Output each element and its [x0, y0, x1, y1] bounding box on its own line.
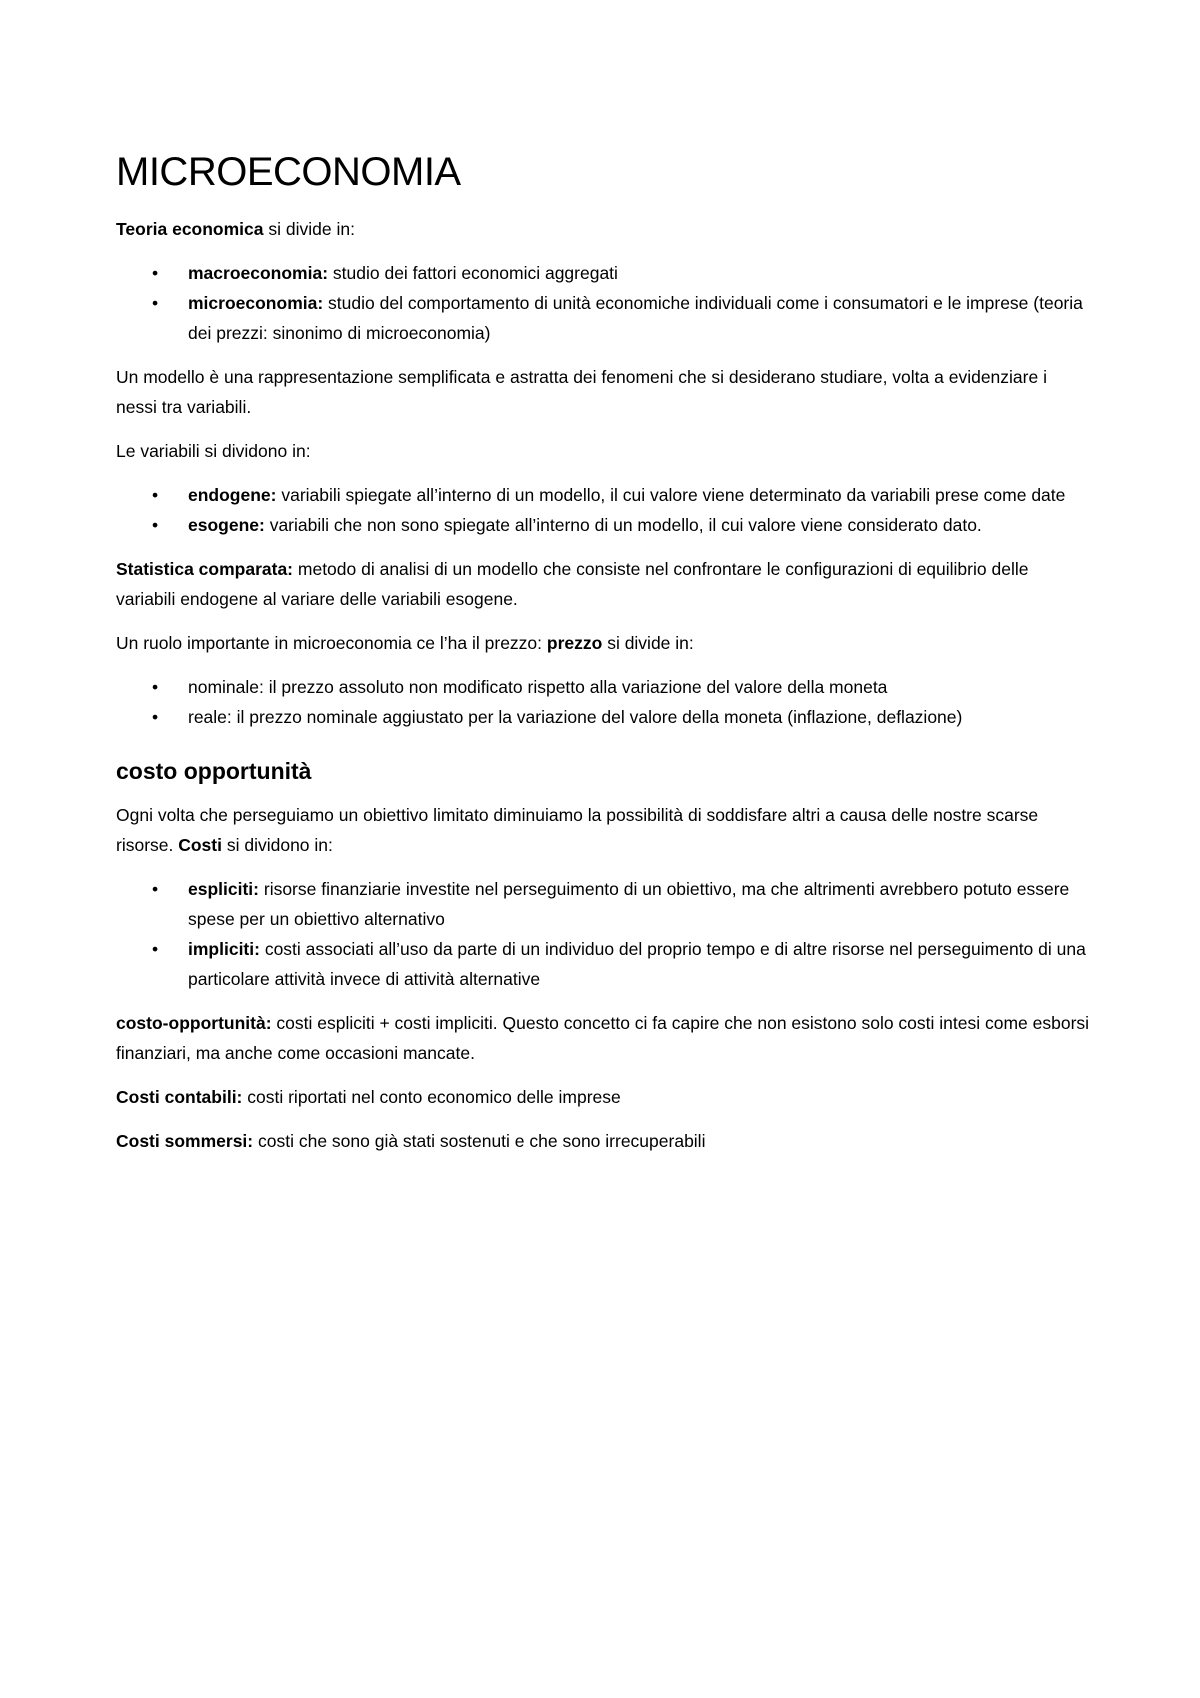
section-heading: costo opportunità: [116, 758, 312, 784]
bullet-icon: •: [152, 293, 159, 313]
price-paragraph: Un ruolo importante in microeconomia ce l’ha il prezzo: prezzo si divide in:: [116, 633, 694, 653]
list-item: • nominale: il prezzo assoluto non modificato rispetto alla variazione del valore della moneta: [116, 672, 1092, 702]
list-item: • microeconomia: studio del comportamento di unità economiche individuali come i consumatori e le imprese (teoria dei prezzi: sinonimo di microeconomia): [116, 288, 1092, 348]
opportunity-cost-paragraph: costo-opportunità: costi espliciti + costi impliciti. Questo concetto ci fa capire che non esistono solo costi intesi come esborsi finanziari, ma anche come occasioni mancate.: [116, 1013, 1090, 1063]
economics-branches-list: [116, 258, 1092, 348]
page-title: MICROECONOMIA: [116, 150, 461, 194]
list-item: • reale: il prezzo nominale aggiustato per la variazione del valore della moneta (inflazione, deflazione): [116, 702, 1092, 732]
bullet-icon: •: [152, 677, 159, 697]
bullet-icon: •: [152, 515, 159, 535]
price-list: [116, 672, 1092, 732]
sunk-costs-paragraph: Costi sommersi: costi che sono già stati sostenuti e che sono irrecuperabili: [116, 1131, 706, 1151]
intro-paragraph: Teoria economica si divide in:: [116, 219, 355, 239]
list-item: • impliciti: costi associati all’uso da parte di un individuo del proprio tempo e di altre risorse nel perseguimento di una particolare attività invece di attività alternative: [116, 934, 1092, 994]
variables-list: [116, 480, 1092, 540]
list-item: • endogene: variabili spiegate all’interno di un modello, il cui valore viene determinato da variabili prese come date: [116, 480, 1092, 510]
list-item: • macroeconomia: studio dei fattori economici aggregati: [116, 258, 1092, 288]
model-paragraph: Un modello è una rappresentazione semplificata e astratta dei fenomeni che si desiderano studiare, volta a evidenziare i nessi tra variabili.: [116, 367, 1047, 417]
bullet-icon: •: [152, 939, 159, 959]
comparative-statics-paragraph: Statistica comparata: metodo di analisi di un modello che consiste nel confrontare le configurazioni di equilibrio delle variabili endogene al variare delle variabili esogene.: [116, 559, 1029, 609]
list-item: • espliciti: risorse finanziarie investite nel perseguimento di un obiettivo, ma che altrimenti avrebbero potuto essere spese per un obiettivo alternativo: [116, 874, 1092, 934]
bullet-icon: •: [152, 263, 159, 283]
accounting-costs-paragraph: Costi contabili: costi riportati nel conto economico delle imprese: [116, 1087, 621, 1107]
costs-list: [116, 874, 1092, 994]
bullet-icon: •: [152, 879, 159, 899]
opportunity-paragraph: Ogni volta che perseguiamo un obiettivo limitato diminuiamo la possibilità di soddisfare altri a causa delle nostre scarse risorse. Costi si dividono in:: [116, 805, 1039, 855]
variables-paragraph: Le variabili si dividono in:: [116, 441, 311, 461]
bullet-icon: •: [152, 707, 159, 727]
bullet-icon: •: [152, 485, 159, 505]
list-item: • esogene: variabili che non sono spiegate all’interno di un modello, il cui valore viene considerato dato.: [116, 510, 1092, 540]
